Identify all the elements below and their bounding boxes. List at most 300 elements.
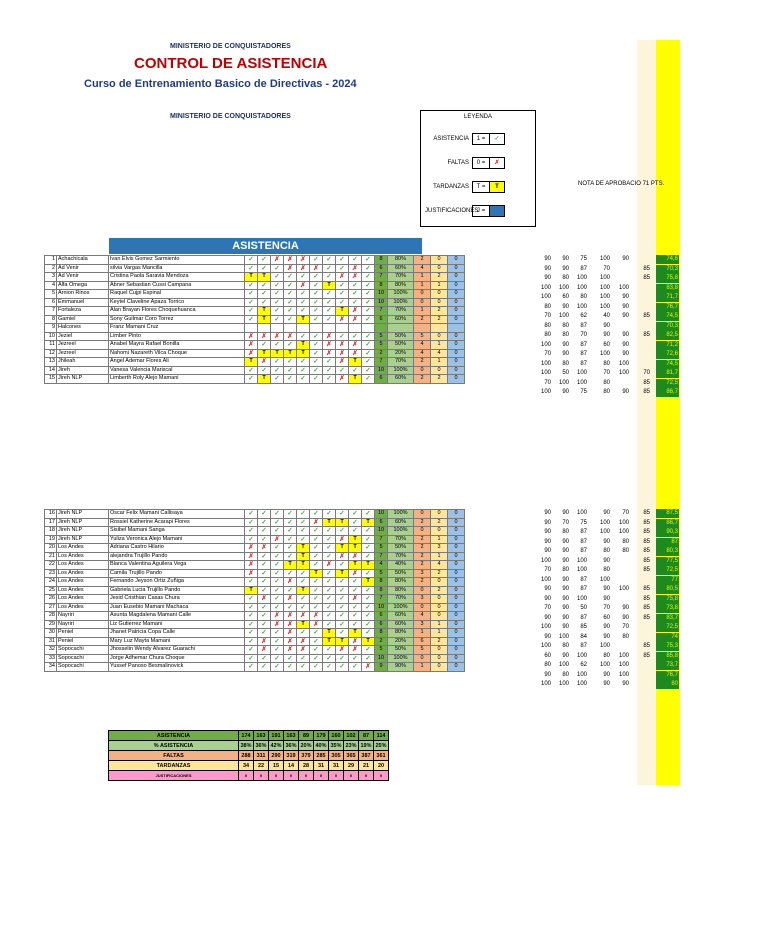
attendance-percent: 70%	[388, 595, 414, 604]
cross-icon: ✗	[284, 646, 297, 655]
check-icon: ✓	[245, 646, 258, 655]
justification-count: 0	[448, 375, 465, 384]
score-value: 90	[544, 586, 551, 592]
check-icon: ✓	[362, 281, 375, 290]
row-number: 5	[45, 290, 57, 299]
tardy-icon: T	[336, 569, 349, 578]
check-icon: ✓	[284, 518, 297, 527]
score-value: 100	[576, 303, 587, 310]
absence-count: 2	[414, 375, 431, 384]
check-icon: ✓	[362, 290, 375, 299]
check-icon: ✓	[310, 527, 323, 536]
club-name: Jireh NLP	[57, 375, 109, 384]
attendance-percent: 70%	[388, 552, 414, 561]
check-icon: ✓	[310, 637, 323, 646]
score-value: 100	[576, 379, 587, 386]
check-icon: ✓	[362, 307, 375, 316]
club-name: Jireh NLP	[57, 510, 109, 519]
check-icon: ✓	[245, 298, 258, 307]
score-value: 100	[540, 643, 551, 649]
tardy-count: 1	[431, 535, 448, 544]
score-value: 100	[576, 595, 587, 602]
final-score: 70,3	[656, 322, 679, 331]
attendance-count: 8	[375, 629, 388, 638]
score-value: 80	[544, 332, 551, 338]
justification-count: 0	[448, 510, 465, 519]
tardy-count: 1	[431, 281, 448, 290]
cross-icon: ✗	[310, 612, 323, 621]
justification-count: 0	[448, 315, 465, 324]
tardy-count: 0	[431, 654, 448, 663]
row-number: 14	[45, 366, 57, 375]
check-icon: ✓	[310, 510, 323, 519]
student-name: Jorge Adhemar Chura Choque	[109, 654, 245, 663]
score-value: 85	[643, 586, 650, 592]
score-value: 80	[562, 643, 569, 649]
attendance-percent: 50%	[388, 569, 414, 578]
table-row	[45, 332, 465, 341]
check-icon: ✓	[284, 552, 297, 561]
attendance-count: 10	[375, 366, 388, 375]
summary-label: TARDANZAS	[109, 761, 239, 771]
check-icon: ✓	[258, 629, 271, 638]
score-row	[538, 671, 678, 680]
check-icon: ✓	[284, 654, 297, 663]
score-value: 70	[544, 567, 551, 573]
tardy-count: 1	[431, 552, 448, 561]
summary-row	[109, 761, 389, 771]
check-icon: ✓	[310, 578, 323, 587]
check-icon: ✓	[362, 256, 375, 265]
club-name: Los Andes	[57, 578, 109, 587]
check-icon: ✓	[310, 341, 323, 350]
score-value: 100	[540, 284, 551, 291]
tardy-count: 0	[431, 290, 448, 299]
score-value: 60	[544, 652, 551, 659]
score-row	[538, 633, 678, 642]
attendance-percent: 50%	[388, 544, 414, 553]
student-name: Asunta Magdalena Mamani Calle	[109, 612, 245, 621]
cross-icon: ✗	[489, 158, 504, 168]
score-value: 90	[603, 510, 610, 516]
tardy-count: 0	[431, 612, 448, 621]
attendance-count: 5	[375, 569, 388, 578]
cross-icon: ✗	[310, 620, 323, 629]
score-value: 100	[576, 652, 587, 659]
tardy-icon: T	[297, 349, 310, 358]
score-row	[538, 274, 678, 283]
cross-icon: ✗	[271, 612, 284, 621]
tardy-count: 2	[431, 637, 448, 646]
score-row	[538, 350, 678, 359]
score-value: 85	[643, 605, 650, 611]
check-icon: ✓	[336, 510, 349, 519]
table-row	[45, 637, 465, 646]
summary-value: 288	[239, 751, 254, 761]
score-value: 80	[562, 322, 569, 329]
attendance-percent: 70%	[388, 535, 414, 544]
score-value: 100	[599, 643, 610, 649]
check-icon: ✓	[297, 298, 310, 307]
check-icon: ✓	[284, 341, 297, 350]
club-name: Jhileah	[57, 358, 109, 367]
check-icon: ✓	[258, 552, 271, 561]
score-row	[538, 388, 678, 397]
club-name: Jeziel	[57, 332, 109, 341]
score-value: 40	[603, 313, 610, 319]
summary-value: 0	[314, 771, 329, 781]
check-icon: ✓	[362, 646, 375, 655]
justification-count: 0	[448, 578, 465, 587]
summary-value: 163	[254, 731, 269, 741]
score-value: 100	[599, 303, 610, 310]
check-icon: ✓	[362, 358, 375, 367]
student-name: Liz Gutierrez Mamani	[109, 620, 245, 629]
check-icon: ✓	[323, 544, 336, 553]
check-icon: ✓	[349, 518, 362, 527]
score-row	[538, 604, 678, 613]
check-icon: ✓	[245, 535, 258, 544]
attendance-percent: 60%	[388, 315, 414, 324]
absence-count	[414, 324, 431, 333]
cross-icon: ✗	[297, 646, 310, 655]
attendance-count: 4	[375, 561, 388, 570]
summary-value: 163	[284, 731, 299, 741]
score-value: 70	[544, 605, 551, 611]
score-value: 70	[622, 510, 629, 516]
attendance-percent: 20%	[388, 349, 414, 358]
table-row	[45, 535, 465, 544]
attendance-count	[375, 324, 388, 333]
score-value: 100	[576, 557, 587, 564]
student-name: Franz Mamani Cruz	[109, 324, 245, 333]
attendance-count: 6	[375, 518, 388, 527]
attendance-percent: 50%	[388, 646, 414, 655]
score-value: 90	[562, 548, 569, 554]
table-row	[45, 358, 465, 367]
absence-count: 4	[414, 349, 431, 358]
attendance-count: 5	[375, 646, 388, 655]
score-value: 100	[558, 284, 569, 291]
row-number: 9	[45, 324, 57, 333]
attendance-count: 6	[375, 315, 388, 324]
summary-value: 20%	[300, 742, 312, 749]
attendance-percent: 20%	[388, 637, 414, 646]
cross-icon: ✗	[336, 349, 349, 358]
attendance-table-bottom	[44, 509, 465, 672]
tardy-icon: T	[349, 375, 362, 384]
legend-item-c	[425, 133, 505, 145]
check-icon: ✓	[310, 646, 323, 655]
table-row	[45, 256, 465, 265]
score-value: 90	[603, 681, 610, 687]
cross-icon: ✗	[336, 646, 349, 655]
attendance-count: 5	[375, 332, 388, 341]
check-icon: ✓	[362, 264, 375, 273]
justification-count: 0	[448, 527, 465, 536]
check-icon: ✓	[362, 527, 375, 536]
check-icon: ✓	[310, 273, 323, 282]
check-icon: ✓	[323, 527, 336, 536]
empty-cell	[349, 324, 362, 333]
score-value: 100	[599, 351, 610, 357]
score-row	[538, 538, 678, 547]
check-icon: ✓	[271, 281, 284, 290]
check-icon: ✓	[336, 264, 349, 273]
check-icon: ✓	[297, 535, 310, 544]
summary-value: 42%	[270, 742, 282, 749]
check-icon: ✓	[323, 375, 336, 384]
attendance-percent: 50%	[388, 332, 414, 341]
attendance-percent: 40%	[388, 561, 414, 570]
student-name: Sony Guilmar Coro Torrez	[109, 315, 245, 324]
score-row	[538, 547, 678, 556]
legend-box	[420, 110, 536, 227]
score-value: 100	[540, 341, 551, 348]
score-value: 100	[540, 389, 551, 395]
score-row	[538, 509, 678, 518]
cross-icon: ✗	[284, 264, 297, 273]
cross-icon: ✗	[336, 552, 349, 561]
cross-icon: ✗	[336, 375, 349, 384]
cross-icon: ✗	[284, 332, 297, 341]
attendance-count: 10	[375, 527, 388, 536]
check-icon: ✓	[271, 375, 284, 384]
table-row	[45, 603, 465, 612]
summary-value: 0	[284, 771, 299, 781]
student-name: Jhanet Patricia Copa Calle	[109, 629, 245, 638]
summary-value: 22	[254, 761, 269, 771]
check-icon: ✓	[323, 578, 336, 587]
score-row	[538, 341, 678, 350]
attendance-percent: 100%	[388, 298, 414, 307]
attendance-count: 6	[375, 620, 388, 629]
cross-icon: ✗	[258, 332, 271, 341]
justification-count: 0	[448, 341, 465, 350]
summary-value: 31	[314, 761, 329, 771]
final-score: 76,7	[656, 303, 679, 312]
score-value: 85	[643, 519, 650, 526]
score-value: 80	[544, 322, 551, 329]
final-score: 72,5	[656, 379, 679, 388]
check-icon: ✓	[245, 518, 258, 527]
check-icon: ✓	[323, 358, 336, 367]
attendance-percent: 90%	[388, 663, 414, 672]
score-value: 90	[562, 351, 569, 357]
table-row	[45, 307, 465, 316]
check-icon: ✓	[310, 629, 323, 638]
final-score: 76,7	[656, 671, 679, 680]
score-value: 100	[599, 576, 610, 583]
score-row	[538, 642, 678, 651]
score-value: 85	[643, 332, 650, 338]
summary-value: 0	[239, 771, 254, 781]
check-icon: ✓	[323, 307, 336, 316]
tardy-icon: T	[258, 349, 271, 358]
student-name: Nahomi Nazareth Vilca Choque	[109, 349, 245, 358]
summary-value: 0	[269, 771, 284, 781]
score-value: 100	[599, 662, 610, 668]
final-score: 75,3	[656, 642, 679, 651]
absence-count: 3	[414, 569, 431, 578]
student-name: Anabel Mayra Rafael Bonilla	[109, 341, 245, 350]
table-row	[45, 646, 465, 655]
score-value: 75	[580, 256, 587, 262]
check-icon: ✓	[323, 603, 336, 612]
score-row	[538, 557, 678, 566]
score-row	[538, 661, 678, 670]
score-value: 85	[643, 538, 650, 545]
check-icon: ✓	[362, 375, 375, 384]
check-icon: ✓	[310, 595, 323, 604]
check-icon: ✓	[271, 629, 284, 638]
cross-icon: ✗	[349, 349, 362, 358]
club-name: Los Andes	[57, 552, 109, 561]
score-value: 87	[580, 341, 587, 348]
score-value: 62	[580, 313, 587, 319]
check-icon: ✓	[258, 366, 271, 375]
check-icon: ✓	[258, 518, 271, 527]
score-value: 90	[544, 595, 551, 602]
cross-icon: ✗	[349, 273, 362, 282]
attendance-count: 8	[375, 578, 388, 587]
score-value: 70	[544, 351, 551, 357]
check-icon: ✓	[323, 586, 336, 595]
score-value: 50	[580, 605, 587, 611]
check-icon: ✓	[362, 552, 375, 561]
score-value: 90	[562, 557, 569, 564]
summary-value: 38%	[240, 742, 252, 749]
score-value: 90	[622, 681, 629, 687]
attendance-count: 2	[375, 349, 388, 358]
student-name: Ivan Elvis Gomez Sarmiento	[109, 256, 245, 265]
justification-count: 0	[448, 273, 465, 282]
check-icon: ✓	[362, 273, 375, 282]
tardy-count: 2	[431, 569, 448, 578]
justification-count: 0	[448, 332, 465, 341]
row-number: 8	[45, 315, 57, 324]
score-value: 80	[603, 360, 610, 367]
empty-cell	[310, 324, 323, 333]
club-name: Nayriri	[57, 620, 109, 629]
final-score: 80	[656, 680, 679, 689]
summary-value: 0	[344, 771, 359, 781]
summary-value: 36%	[285, 742, 297, 749]
score-value: 90	[562, 265, 569, 272]
check-icon: ✓	[323, 298, 336, 307]
row-number: 21	[45, 552, 57, 561]
summary-value: 15	[269, 761, 284, 771]
score-row	[538, 680, 678, 689]
score-value: 100	[558, 662, 569, 668]
table-row	[45, 375, 465, 384]
score-row	[538, 528, 678, 537]
student-name: Adriana Castro Hilario	[109, 544, 245, 553]
check-icon: ✓	[271, 366, 284, 375]
score-value: 90	[544, 538, 551, 545]
final-score: 74,6	[656, 255, 679, 264]
legend-item-j	[425, 205, 505, 217]
score-value: 90	[562, 614, 569, 621]
score-value: 100	[618, 662, 629, 668]
absence-count: 2	[414, 578, 431, 587]
final-score: 82,5	[656, 331, 679, 340]
check-icon: ✓	[271, 290, 284, 299]
cross-icon: ✗	[349, 637, 362, 646]
check-icon: ✓	[258, 603, 271, 612]
score-value: 80	[603, 652, 610, 659]
check-icon: ✓	[284, 603, 297, 612]
check-icon: ✓	[271, 315, 284, 324]
absence-count: 0	[414, 527, 431, 536]
legend-item-code: 0 = ✗	[472, 157, 505, 169]
tardy-count: 0	[431, 603, 448, 612]
score-row	[538, 322, 678, 331]
final-score: 72,5	[656, 623, 679, 632]
club-name: Los Andes	[57, 586, 109, 595]
attendance-percent: 50%	[388, 341, 414, 350]
summary-value: 35%	[330, 742, 342, 749]
tardy-icon: T	[310, 569, 323, 578]
cross-icon: ✗	[284, 612, 297, 621]
attendance-count: 10	[375, 603, 388, 612]
check-icon: ✓	[271, 527, 284, 536]
score-value: 85	[643, 595, 650, 602]
club-name: Jireh NLP	[57, 535, 109, 544]
cross-icon: ✗	[258, 544, 271, 553]
absence-count: 2	[414, 256, 431, 265]
tardy-count: 1	[431, 341, 448, 350]
final-score: 75,8	[656, 274, 679, 283]
table-row	[45, 620, 465, 629]
check-icon: ✓	[271, 518, 284, 527]
check-icon: ✓	[336, 290, 349, 299]
attendance-percent: 70%	[388, 273, 414, 282]
check-icon: ✓	[310, 290, 323, 299]
legend-item-label: ASISTENCIA	[433, 136, 469, 142]
attendance-percent: 100%	[388, 654, 414, 663]
attendance-percent: 60%	[388, 612, 414, 621]
check-icon: ✓	[271, 552, 284, 561]
legend-item-label: FALTAS	[447, 160, 469, 166]
student-name: Angel Ademar Flores Ali	[109, 358, 245, 367]
score-value: 90	[603, 671, 610, 678]
check-icon: ✓	[284, 298, 297, 307]
justification-count: 0	[448, 595, 465, 604]
justification-count: 0	[448, 535, 465, 544]
absence-count: 0	[414, 290, 431, 299]
cross-icon: ✗	[336, 535, 349, 544]
summary-value: 0	[299, 771, 314, 781]
tardy-count: 2	[431, 518, 448, 527]
student-name: Vanesa Valencia Mariscal	[109, 366, 245, 375]
cross-icon: ✗	[297, 264, 310, 273]
score-value: 100	[576, 275, 587, 281]
check-icon: ✓	[297, 375, 310, 384]
check-icon: ✓	[362, 332, 375, 341]
tardy-count: 0	[431, 264, 448, 273]
score-value: 100	[618, 652, 629, 659]
check-icon: ✓	[258, 663, 271, 672]
check-icon: ✓	[284, 375, 297, 384]
score-row	[538, 379, 678, 388]
score-row	[538, 265, 678, 274]
absence-count: 0	[414, 586, 431, 595]
check-icon: ✓	[258, 654, 271, 663]
score-value: 90	[544, 548, 551, 554]
justification-count: 0	[448, 654, 465, 663]
check-icon: ✓	[271, 578, 284, 587]
